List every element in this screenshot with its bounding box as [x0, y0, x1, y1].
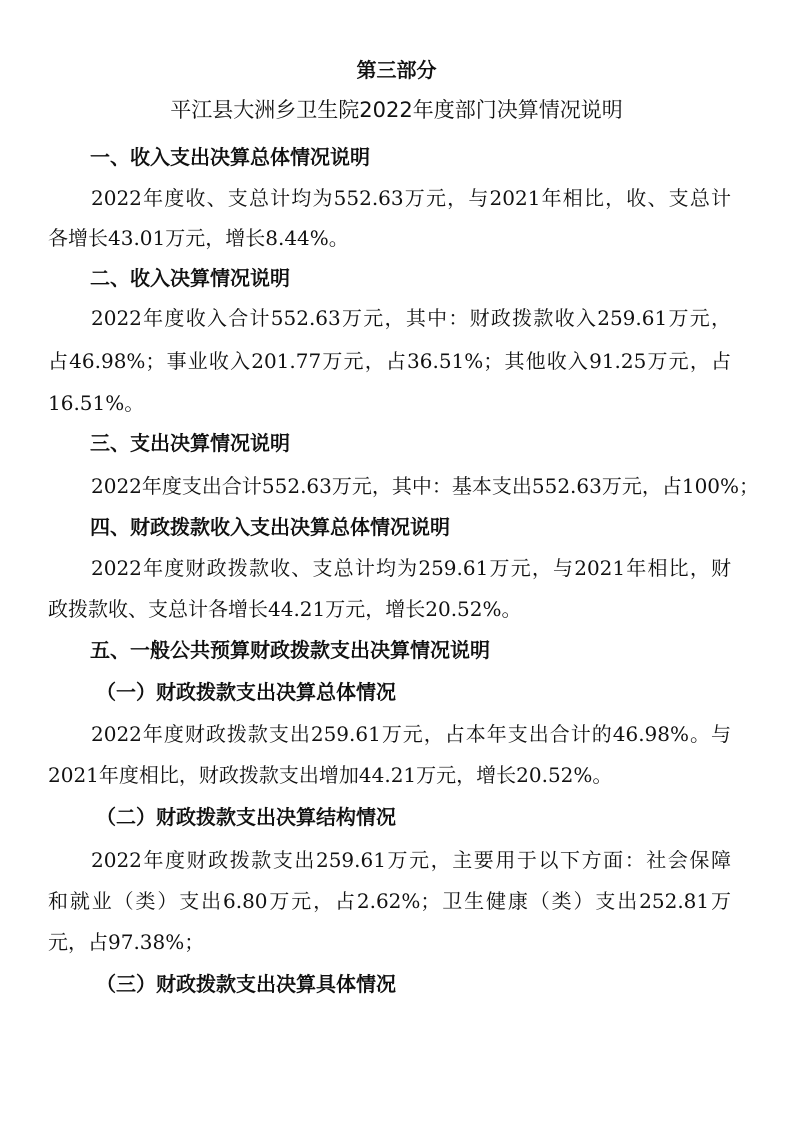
section-3-line-1: 2022年度支出合计552.63万元，其中：基本支出552.63万元，占100%；: [91, 474, 760, 498]
section-4-heading: 四、财政拨款收入支出决算总体情况说明: [90, 515, 450, 539]
subsection-2-line-3: 元，占97.38%；: [48, 930, 205, 954]
section-2-heading: 二、收入决算情况说明: [90, 266, 290, 290]
subsection-3-heading: （三）财政拨款支出决算具体情况: [96, 972, 396, 996]
part-title: 第三部分: [356, 58, 437, 82]
main-title: 平江县大洲乡卫生院2022年度部门决算情况说明: [170, 98, 623, 122]
subsection-2-line-1: 2022年度财政拨款支出259.61万元，主要用于以下方面：社会保障: [91, 848, 731, 872]
section-2-line-2: 占46.98%；事业收入201.77万元，占36.51%；其他收入91.25万元，占: [48, 349, 731, 373]
section-2-line-3: 16.51%。: [48, 391, 145, 415]
section-1-line-1: 2022年度收、支总计均为552.63万元，与2021年相比，收、支总计: [91, 186, 731, 210]
section-4-line-1: 2022年度财政拨款收、支总计均为259.61万元，与2021年相比，财: [91, 556, 731, 580]
subsection-1-line-1: 2022年度财政拨款支出259.61万元，占本年支出合计的46.98%。与: [91, 722, 731, 746]
subsection-2-heading: （二）财政拨款支出决算结构情况: [96, 805, 396, 829]
subsection-1-line-2: 2021年度相比，财政拨款支出增加44.21万元，增长20.52%。: [48, 763, 613, 787]
section-4-line-2: 政拨款收、支总计各增长44.21万元，增长20.52%。: [48, 597, 522, 621]
subsection-1-heading: （一）财政拨款支出决算总体情况: [96, 680, 396, 704]
subsection-2-line-2: 和就业（类）支出6.80万元，占2.62%；卫生健康（类）支出252.81万: [48, 889, 731, 913]
section-5-heading: 五、一般公共预算财政拨款支出决算情况说明: [90, 638, 490, 662]
section-1-line-2: 各增长43.01万元，增长8.44%。: [48, 226, 349, 250]
section-2-line-1: 2022年度收入合计552.63万元，其中：财政拨款收入259.61万元，: [91, 306, 731, 330]
section-3-heading: 三、支出决算情况说明: [90, 431, 290, 455]
section-1-heading: 一、收入支出决算总体情况说明: [90, 145, 370, 169]
